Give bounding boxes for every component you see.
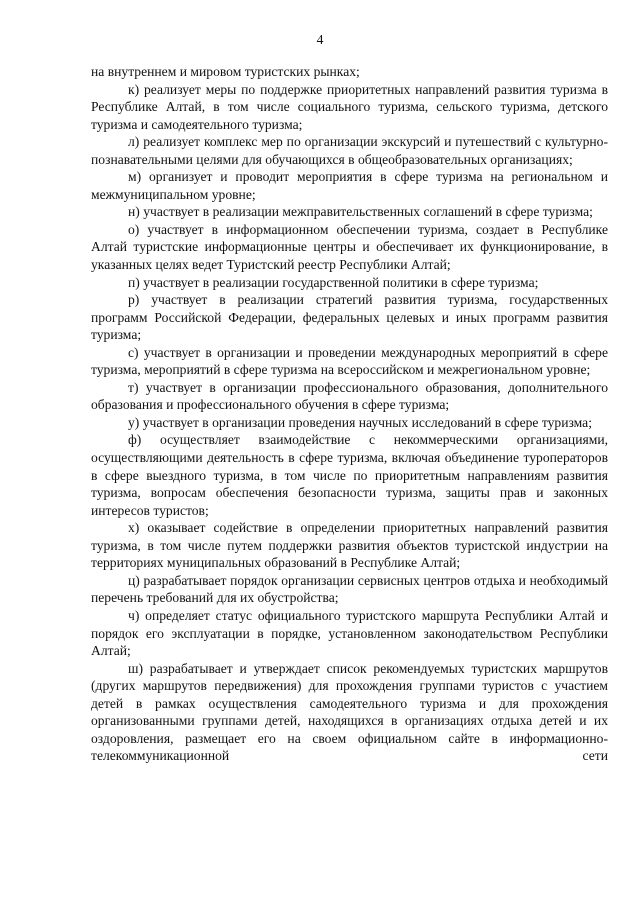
paragraph-p: п) участвует в реализации государственной политики в сфере туризма; [128, 274, 539, 290]
paragraph-f: ф) осуществляет взаимодействие с некоммерческими организациями, осуществляющими деятельность в сфере туризма, включая объединение туроператоров в сфере выездного туризма, в том числе по приоритетным направлениям развития туризма, вопросам обеспечения безопасности туризма, защиты прав и законных интересов туристов; [91, 432, 608, 518]
paragraph-r: р) участвует в реализации стратегий развития туризма, государственных программ Российской Федерации, федеральных целевых и иных программ развития туризма; [91, 292, 608, 343]
paragraph-s: с) участвует в организации и проведении международных мероприятий в сфере туризма, мероприятий в сфере туризма на всероссийском и межрегиональном уровне; [91, 344, 608, 378]
document-body [91, 63, 608, 765]
paragraph-ts: ц) разрабатывает порядок организации сервисных центров отдыха и необходимый перечень требований для их обустройства; [91, 572, 608, 606]
paragraph-n: н) участвует в реализации межправительственных соглашений в сфере туризма; [128, 204, 593, 220]
page-number: 4 [316, 32, 324, 47]
paragraph-l: л) реализует комплекс мер по организации экскурсий и путешествий с культурно-познавательными целями для обучающихся в общеобразовательных организациях; [91, 134, 608, 167]
paragraph-o: о) участвует в информационном обеспечении туризма, создает в Республике Алтай туристские информационные центры и обеспечивает их функционирование, в указанных целях ведет Туристский реестр Республики Алтай; [91, 221, 608, 273]
paragraph-kh: х) оказывает содействие в определении приоритетных направлений развития туризма, в том числе путем поддержки развития объектов туристской индустрии на территориях муниципальных образований в Республике Алтай; [91, 520, 608, 571]
paragraph-sh: ш) разрабатывает и утверждает список рекомендуемых туристских маршрутов (других маршрутов передвижения) для прохождения группами туристов с участием детей в рамках осуществления самодеятельного туризма и для прохождения организованными группами детей, находящихся в организациях отдыха детей и их оздоровления, размещает его на своем официальном сайте в информационно-телекоммуникационной сети [91, 660, 608, 764]
paragraph-continuation: на внутреннем и мировом туристских рынках; [91, 64, 360, 79]
paragraph-t: т) участвует в организации профессионального образования, дополнительного образования и профессионального обучения в сфере туризма; [91, 379, 608, 413]
paragraph-m: м) организует и проводит мероприятия в сфере туризма на региональном и межмуниципальном уровне; [91, 169, 608, 202]
paragraph-u: у) участвует в организации проведения научных исследований в сфере туризма; [128, 414, 592, 430]
paragraph-k: к) реализует меры по поддержке приоритетных направлений развития туризма в Республике Алтай, в том числе социального туризма, сельского туризма, детского туризма и самодеятельного туризма; [91, 81, 608, 132]
paragraph-ch: ч) определяет статус официального туристского маршрута Республики Алтай и порядок его эксплуатации в порядке, установленном законодательством Республики Алтай; [91, 607, 608, 659]
